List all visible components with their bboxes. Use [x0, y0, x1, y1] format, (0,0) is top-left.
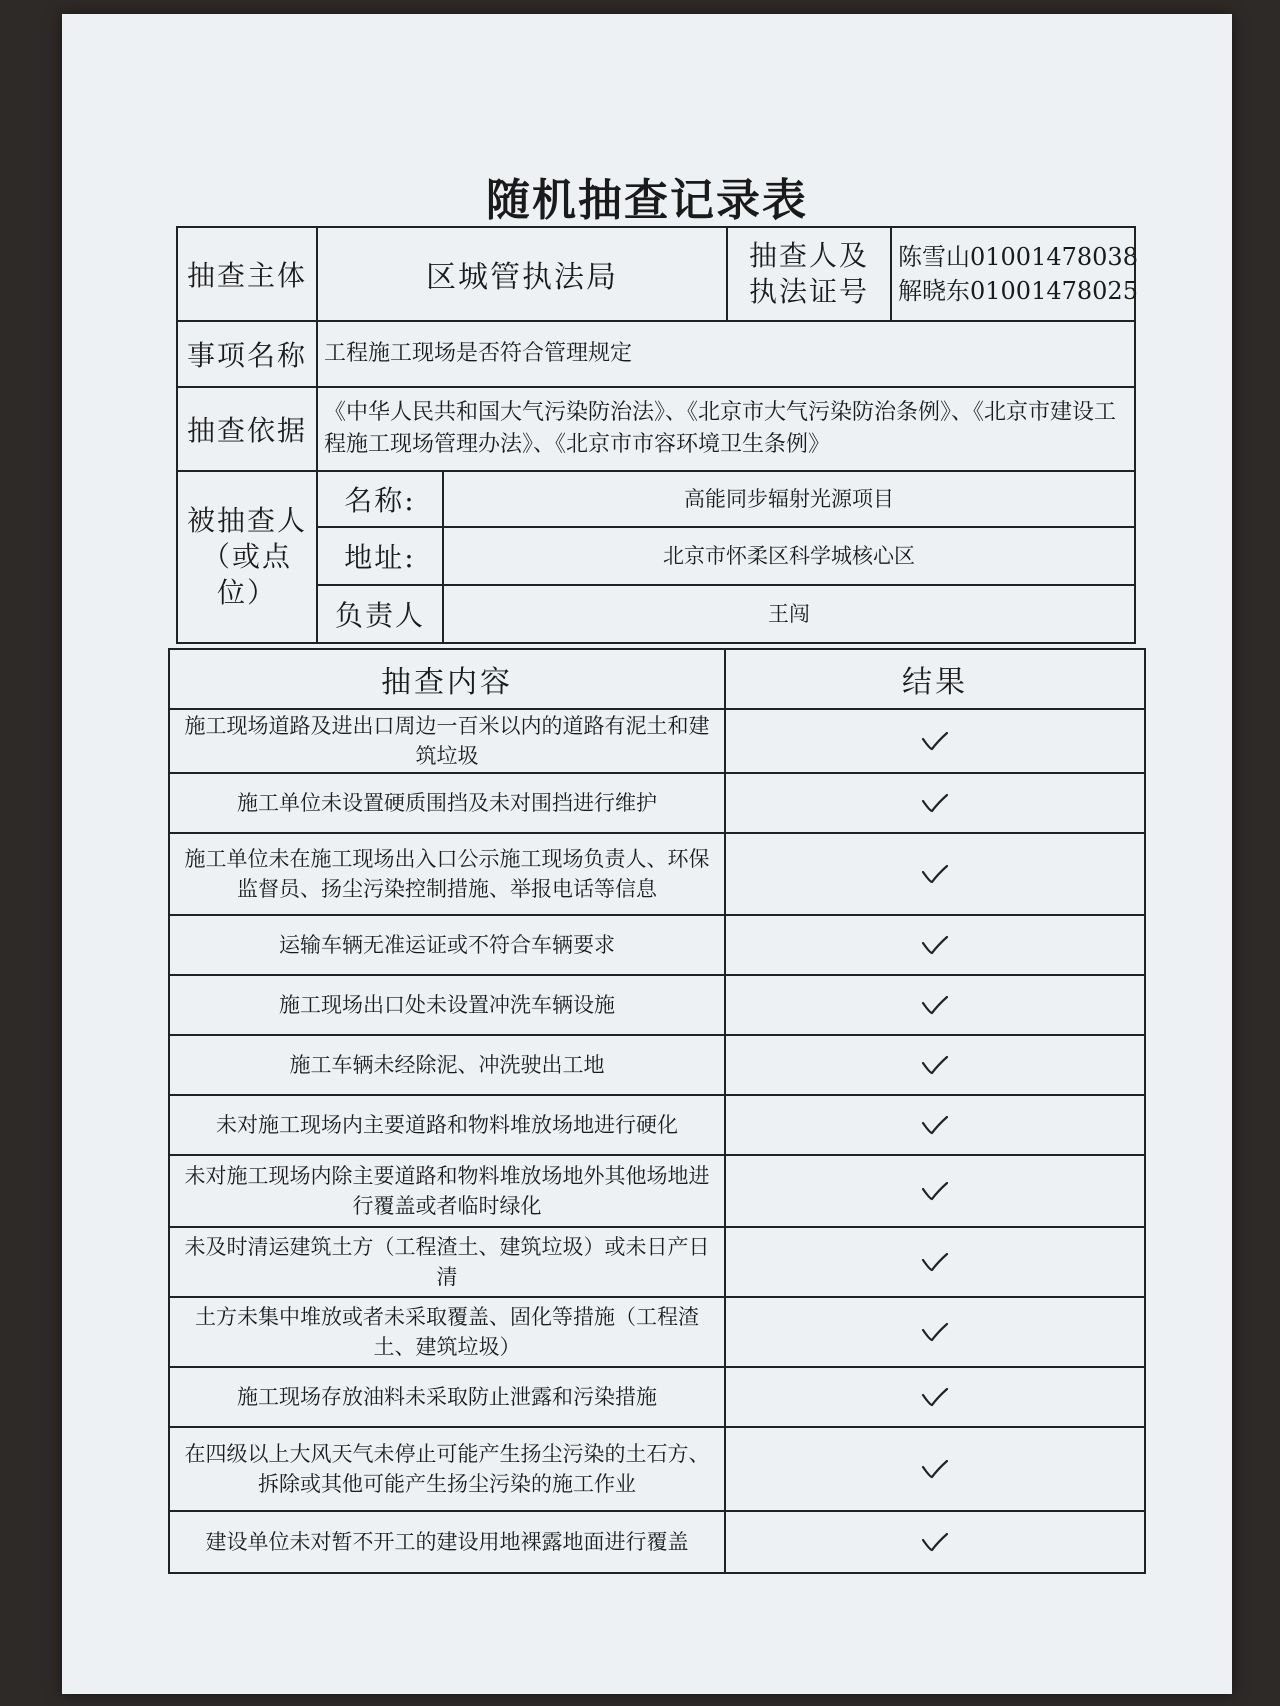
checkmark-icon — [920, 933, 950, 957]
table-row — [169, 1035, 1145, 1095]
address-value: 北京市怀柔区科学城核心区 — [443, 527, 1135, 585]
check-result — [725, 1367, 1145, 1427]
checkmark-icon — [920, 1250, 950, 1274]
table-row — [169, 709, 1145, 773]
check-item-text: 未对施工现场内除主要道路和物料堆放场地外其他场地进行覆盖或者临时绿化 — [169, 1155, 725, 1227]
item-value: 工程施工现场是否符合管理规定 — [317, 321, 1135, 387]
info-table — [176, 226, 1136, 644]
check-result — [725, 1035, 1145, 1095]
check-result — [725, 1427, 1145, 1511]
check-item-text: 未对施工现场内主要道路和物料堆放场地进行硬化 — [169, 1095, 725, 1155]
check-result — [725, 709, 1145, 773]
check-result — [725, 1155, 1145, 1227]
checklist-table — [168, 648, 1146, 1574]
table-row — [169, 1227, 1145, 1297]
item-label: 事项名称 — [177, 321, 317, 387]
table-row — [169, 1511, 1145, 1573]
checkmark-icon — [920, 791, 950, 815]
basis-value: 《中华人民共和国大气污染防治法》、《北京市大气污染防治条例》、《北京市建设工程施工现场管理办法》、《北京市市容环境卫生条例》 — [317, 387, 1135, 471]
check-item-text: 施工单位未设置硬质围挡及未对围挡进行维护 — [169, 773, 725, 833]
inspector-2: 解晓东01001478025 — [898, 277, 1138, 305]
check-result — [725, 1297, 1145, 1367]
basis-label: 抽查依据 — [177, 387, 317, 471]
table-row — [169, 915, 1145, 975]
check-item-text: 施工现场出口处未设置冲洗车辆设施 — [169, 975, 725, 1035]
subject-label: 抽查主体 — [177, 227, 317, 321]
page-title: 随机抽查记录表 — [486, 175, 808, 226]
checkmark-icon — [920, 1457, 950, 1481]
table-row — [169, 833, 1145, 915]
check-item-text: 施工单位未在施工现场出入口公示施工现场负责人、环保监督员、扬尘污染控制措施、举报电话等信息 — [169, 833, 725, 915]
table-row — [169, 1427, 1145, 1511]
check-item-text: 在四级以上大风天气未停止可能产生扬尘污染的土石方、拆除或其他可能产生扬尘污染的施工作业 — [169, 1427, 725, 1511]
check-result — [725, 773, 1145, 833]
checkmark-icon — [920, 1385, 950, 1409]
check-result — [725, 915, 1145, 975]
check-result — [725, 833, 1145, 915]
checkmark-icon — [920, 729, 950, 753]
address-label: 地址: — [317, 527, 443, 585]
table-row — [169, 1367, 1145, 1427]
check-item-text: 运输车辆无准运证或不符合车辆要求 — [169, 915, 725, 975]
checkmark-icon — [920, 1530, 950, 1554]
result-header: 结果 — [725, 649, 1145, 709]
checkmark-icon — [920, 1179, 950, 1203]
inspector-1: 陈雪山01001478038 — [898, 243, 1138, 271]
table-row — [169, 975, 1145, 1035]
checkmark-icon — [920, 862, 950, 886]
content-header: 抽查内容 — [169, 649, 725, 709]
check-item-text: 施工现场道路及进出口周边一百米以内的道路有泥土和建筑垃圾 — [169, 709, 725, 773]
checkmark-icon — [920, 1320, 950, 1344]
name-label: 名称: — [317, 471, 443, 527]
check-item-text: 施工车辆未经除泥、冲洗驶出工地 — [169, 1035, 725, 1095]
inspected-label: 被抽查人（或点位） — [177, 471, 317, 643]
checkmark-icon — [920, 1053, 950, 1077]
checkmark-icon — [920, 1113, 950, 1137]
check-result — [725, 1511, 1145, 1573]
name-value: 高能同步辐射光源项目 — [443, 471, 1135, 527]
inspector-label — [727, 227, 891, 321]
check-item-text: 未及时清运建筑土方（工程渣土、建筑垃圾）或未日产日清 — [169, 1227, 725, 1297]
table-row — [169, 1297, 1145, 1367]
table-row — [169, 1095, 1145, 1155]
inspector-label-line2: 执法证号 — [748, 275, 869, 308]
check-item-text: 土方未集中堆放或者未采取覆盖、固化等措施（工程渣土、建筑垃圾） — [169, 1297, 725, 1367]
table-row — [169, 773, 1145, 833]
check-result — [725, 1095, 1145, 1155]
inspector-list — [891, 227, 1138, 321]
subject-value: 区城管执法局 — [317, 227, 727, 321]
person-value: 王闯 — [443, 585, 1135, 643]
check-item-text: 建设单位未对暂不开工的建设用地裸露地面进行覆盖 — [169, 1511, 725, 1573]
check-item-text: 施工现场存放油料未采取防止泄露和污染措施 — [169, 1367, 725, 1427]
checkmark-icon — [920, 993, 950, 1017]
person-label: 负责人 — [317, 585, 443, 643]
checklist-rows — [169, 709, 1145, 1573]
table-row — [169, 1155, 1145, 1227]
check-result — [725, 1227, 1145, 1297]
document-paper — [62, 14, 1232, 1694]
inspector-label-line1: 抽查人及 — [748, 239, 869, 272]
check-result — [725, 975, 1145, 1035]
